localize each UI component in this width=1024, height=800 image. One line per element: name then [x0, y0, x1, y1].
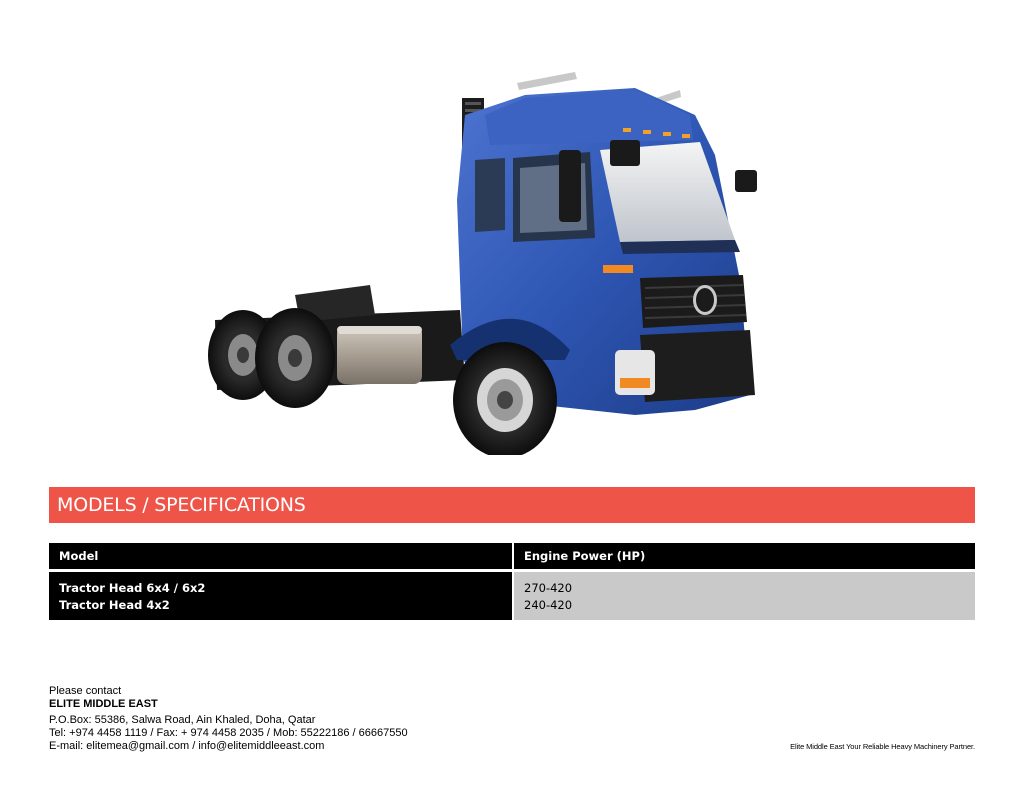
contact-intro: Please contact: [49, 685, 122, 697]
footer-tagline: Elite Middle East Your Reliable Heavy Machinery Partner.: [790, 742, 975, 751]
model-cell: [49, 572, 512, 620]
table-body-row: [49, 572, 975, 620]
contact-block: [49, 685, 408, 753]
model-name: Tractor Head 4x2: [59, 598, 170, 612]
engine-power-value: 270-420: [524, 581, 573, 595]
company-name: ELITE MIDDLE EAST: [49, 698, 158, 710]
spec-table: [49, 543, 975, 620]
model-name: Tractor Head 6x4 / 6x2: [59, 581, 206, 595]
engine-power-cell: [514, 572, 975, 620]
address-line: P.O.Box: 55386, Salwa Road, Ain Khaled, Doha, Qatar: [49, 714, 316, 726]
column-header-model: Model: [49, 543, 512, 569]
email-line: E-mail: elitemea@gmail.com / info@elitemiddleeast.com: [49, 740, 325, 752]
truck-image: [195, 60, 765, 455]
section-title: MODELS / SPECIFICATIONS: [49, 487, 975, 523]
phone-line: Tel: +974 4458 1119 / Fax: + 974 4458 2035 / Mob: 55222186 / 66667550: [49, 727, 408, 739]
column-header-engine-power: Engine Power (HP): [514, 543, 975, 569]
engine-power-value: 240-420: [524, 598, 573, 612]
table-header-row: [49, 543, 975, 569]
